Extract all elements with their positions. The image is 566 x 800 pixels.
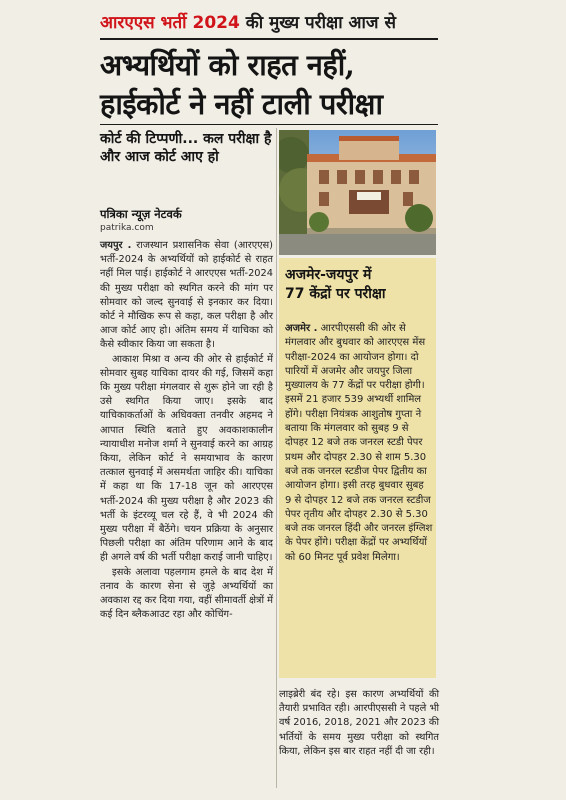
- main-story-column: [100, 239, 273, 622]
- sidebar-title-line-1: अजमेर-जयपुर में: [285, 267, 372, 283]
- byline: पत्रिका न्यूज़ नेटवर्क: [100, 207, 182, 221]
- kicker-text: की मुख्य परीक्षा आज से: [239, 13, 396, 33]
- kicker: [100, 10, 550, 33]
- headline-line-1: अभ्यर्थियों को राहत नहीं,: [100, 48, 355, 82]
- subheadline: कोर्ट की टिप्पणी... कल परीक्षा है और आज कोर्ट आए हो: [100, 131, 272, 165]
- continuation-paragraph: लाइब्रेरी बंद रहे। इस कारण अभ्यर्थियों की तैयारी प्रभावित रही। आरपीएससी ने पहले भी वर्ष 2016, 2018, 2021 और 2023 की भर्तियों के समय मुख्य परीक्षा को स्थगित किया, लेकिन इस बार राहत नहीं दी जा रही।: [279, 689, 439, 757]
- story-paragraph-2: आकाश मिश्रा व अन्य की ओर से हाईकोर्ट में सोमवार सुबह याचिका दायर की गई, जिसमें कहा कि मुख्य परीक्षा मंगलवार से शुरू होने जा रही है उसे स्थगित किया जाए। इसके बाद याचिकाकर्ताओं के अधिवक्ता तनवीर अहमद ने आपात स्थिति बताते हुए अवकाशकालीन न्यायाधीश मनोज शर्मा ने सुनवाई करने का आग्रह किया, लेकिन कोर्ट ने समयाभाव के कारण तत्काल सुनवाई में असमर्थता जाहिर की। याचिका में कहा था कि 17-18 जून को आरएएस भर्ती-2024 की मुख्य परीक्षा है और 2023 की भर्ती के इंटरव्यू चल रहे हैं, वे भी 2024 की मुख्य परीक्षा में बैठेंगे। चयन प्रक्रिया के अनुसार पिछली परीक्षा का अंतिम परिणाम आने के बाद ही अगले वर्ष की भर्ती परीक्षा कराई जानी चाहिए।: [100, 353, 273, 564]
- headline: [100, 46, 550, 124]
- headline-line-2: हाईकोर्ट ने नहीं टाली परीक्षा: [100, 87, 383, 121]
- headline-bottom-rule: [100, 124, 438, 125]
- sidebar-body: [285, 322, 433, 565]
- story-continuation: [279, 688, 439, 759]
- rpsc-building-photo: [279, 130, 436, 255]
- headline-top-rule: [100, 38, 438, 40]
- kicker-highlight: आरएएस भर्ती 2024: [100, 13, 240, 33]
- sidebar-title-line-2: 77 केंद्रों पर परीक्षा: [285, 286, 386, 302]
- sidebar-paragraph: [285, 322, 433, 565]
- sidebar-title: [285, 266, 435, 304]
- story-paragraph-1: [100, 239, 273, 353]
- story-paragraph-3: इसके अलावा पहलगाम हमले के बाद देश में तनाव के कारण सेना से जुड़े अभ्यर्थियों का अवकाश रद्द कर दिया गया, वहीं सीमावर्ती क्षेत्रों में कई दिन ब्लैकआउट रहा और कोचिंग-: [100, 566, 273, 621]
- story-dateline: जयपुर .: [100, 240, 132, 251]
- story-paragraph-1-text: राजस्थान प्रशासनिक सेवा (आरएएस) भर्ती-2024 के अभ्यर्थियों को हाईकोर्ट से राहत नहीं मिल पाई। हाईकोर्ट ने आरएएस भर्ती-2024 की मुख्य परीक्षा को स्थगित करने की मांग पर सोमवार को जल्द सुनवाई से इनकार कर दिया। कोर्ट ने मौखिक रूप से कहा, कल परीक्षा है और आज कोर्ट आए हो। अंतिम समय में याचिका को कैसे स्वीकार किया जा सकता है।: [100, 240, 273, 351]
- sidebar-paragraph-text: आरपीएससी की ओर से मंगलवार और बुधवार को आरएएस मेंस परीक्षा-2024 का आयोजन होगा। दो पारियों में अजमेर और जयपुर जिला मुख्यालय के 77 केंद्रों पर परीक्षा होगी। इसमें 21 हजार 539 अभ्यर्थी शामिल होंगे। परीक्षा नियंत्रक आशुतोष गुप्ता ने बताया कि मंगलवार को सुबह 9 से दोपहर 12 बजे तक जनरल स्टडी पेपर प्रथम और दोपहर 2.30 से शाम 5.30 बजे तक जनरल स्टडीज पेपर द्वितीय का आयोजन होगा। इसी तरह बुधवार सुबह 9 से दोपहर 12 बजे तक जनरल स्टडीज पेपर तृतीय और दोपहर 2.30 से 5.30 बजे तक जनरल हिंदी और जनरल इंग्लिश के पेपर होंगे। परीक्षा केंद्रों पर अभ्यर्थियों को 60 मिनट पूर्व प्रवेश मिलेगा।: [285, 323, 433, 563]
- building-image: [279, 130, 436, 255]
- sidebar-dateline: अजमेर .: [285, 323, 318, 334]
- column-divider: [276, 128, 277, 788]
- website-label: patrika.com: [100, 223, 154, 233]
